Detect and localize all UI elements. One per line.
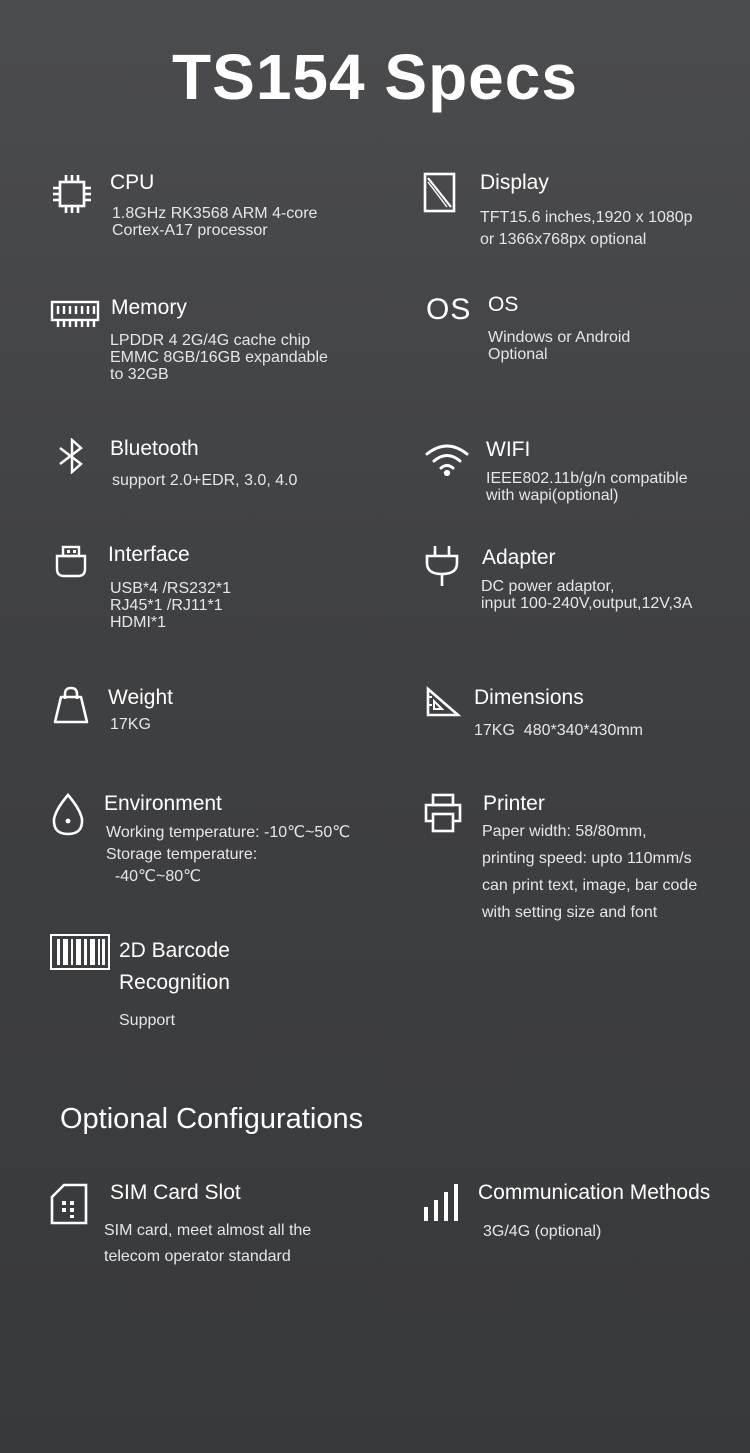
cpu-desc: 1.8GHz RK3568 ARM 4-core Cortex-A17 processor: [112, 205, 318, 239]
barcode-title: 2D Barcode Recognition: [119, 939, 230, 994]
dimensions-title: Dimensions: [474, 686, 584, 709]
page-title: TS154 Specs: [172, 41, 578, 113]
sim-card-icon: [50, 1183, 88, 1225]
sim-desc: SIM card, meet almost all the telecom operator standard: [104, 1222, 312, 1265]
bluetooth-icon: [55, 438, 89, 474]
signal-bars-icon: [423, 1183, 459, 1223]
os-icon: OS: [426, 293, 472, 326]
display-desc: TFT15.6 inches,1920 x 1080p or 1366x768px optional: [480, 209, 693, 248]
display-title: Display: [480, 171, 549, 194]
display-icon: [423, 172, 457, 214]
bluetooth-desc: support 2.0+EDR, 3.0, 4.0: [112, 472, 298, 489]
memory-icon: [50, 296, 100, 330]
ruler-triangle-icon: [425, 686, 461, 718]
plug-icon: [425, 545, 459, 587]
memory-title: Memory: [111, 296, 187, 319]
environment-desc: Working temperature: -10℃~50℃ Storage temperature: -40℃~80℃: [106, 824, 351, 885]
interface-desc: USB*4 /RS232*1 RJ45*1 /RJ11*1 HDMI*1: [110, 580, 231, 631]
printer-desc: Paper width: 58/80mm, printing speed: upto 110mm/s can print text, image, bar code with setting size and font: [482, 823, 698, 921]
wifi-title: WIFI: [486, 438, 531, 461]
environment-title: Environment: [104, 792, 222, 815]
os-desc: Windows or Android Optional: [488, 329, 631, 363]
chip-icon: [50, 172, 94, 216]
droplet-icon: [50, 793, 86, 837]
interface-title: Interface: [108, 543, 190, 566]
adapter-title: Adapter: [482, 546, 556, 569]
comm-title: Communication Methods: [478, 1181, 711, 1204]
memory-desc: LPDDR 4 2G/4G cache chip EMMC 8GB/16GB expandable to 32GB: [110, 332, 328, 383]
comm-desc: 3G/4G (optional): [483, 1223, 602, 1240]
cpu-title: CPU: [110, 171, 155, 194]
optional-section-title: Optional Configurations: [60, 1103, 364, 1135]
printer-icon: [423, 793, 463, 833]
barcode-icon: [50, 934, 110, 970]
bluetooth-title: Bluetooth: [110, 437, 199, 460]
weight-title: Weight: [108, 686, 173, 709]
dimensions-desc: 17KG 480*340*430mm: [474, 722, 643, 739]
wifi-icon: [424, 442, 470, 476]
weight-desc: 17KG: [110, 716, 151, 733]
usb-icon: [53, 545, 89, 579]
adapter-desc: DC power adaptor, input 100-240V,output,12V,3A: [481, 578, 693, 612]
barcode-desc: Support: [119, 1012, 176, 1029]
os-title: OS: [488, 293, 519, 316]
printer-title: Printer: [483, 792, 545, 815]
wifi-desc: IEEE802.11b/g/n compatible with wapi(optional): [486, 470, 688, 504]
sim-title: SIM Card Slot: [110, 1181, 241, 1204]
weight-bag-icon: [52, 685, 90, 725]
